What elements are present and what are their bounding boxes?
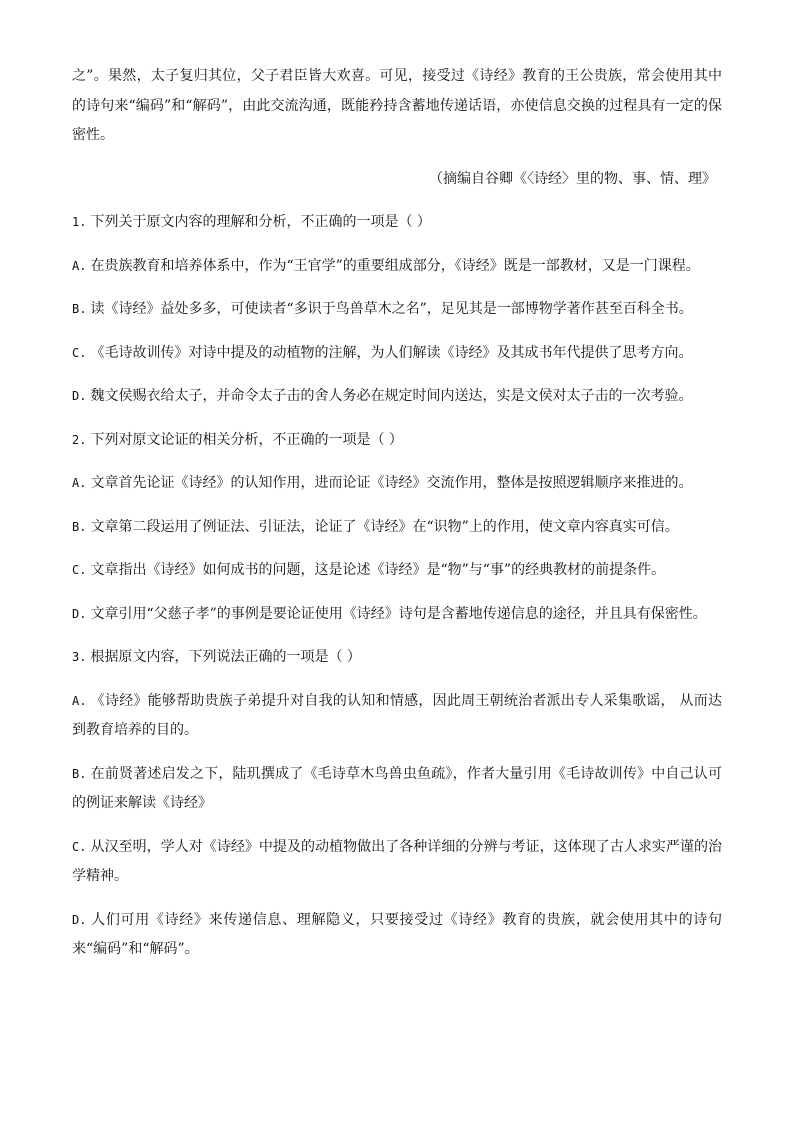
question-3-text: 根据原文内容，下列说法正确的一项是（ ） [90, 649, 361, 665]
source-citation: （摘编自谷卿《〈诗经〉里的物、事、情、理》 [429, 170, 716, 187]
option-text: 人们可用《诗经》来传递信息、理解隐义，只要接受过《诗经》教育的贵族，就会使用其中的诗句来“编码”和“解码”。 [72, 911, 722, 957]
document-page [72, 62, 722, 979]
option-text: 魏文侯赐衣给太子，并命令太子击的舍人务必在规定时间内送达，实是文侯对太子击的一次考验。 [90, 388, 693, 404]
option-text: 文章第二段运用了例证法、引证法，论证了《诗经》在“识物”上的作用，使文章内容真实可信。 [90, 518, 679, 535]
option-text: 《诗经》能够帮助贵族子弟提升对自我的认知和情感，因此周王朝统治者派出专人采集歌谣， 从而达到教育培养的目的。 [72, 692, 722, 738]
question-1-option-d [72, 382, 722, 412]
question-2-option-a [72, 469, 722, 499]
question-3-option-a [72, 687, 722, 746]
question-2-option-b [72, 513, 722, 543]
question-1-option-b [72, 295, 722, 325]
question-2-option-c [72, 556, 722, 586]
option-label: B. [72, 766, 87, 781]
question-2-number: 2. [72, 432, 87, 447]
option-text: 文章首先论证《诗经》的认知作用，进而论证《诗经》交流作用，整体是按照逻辑顺序来推进的。 [90, 475, 693, 491]
option-label: C. [72, 563, 87, 577]
question-3-option-b [72, 760, 722, 819]
option-label: A. [72, 476, 87, 490]
option-label: D. [72, 389, 87, 403]
option-text: 在前贤著述启发之下，陆玑撰成了《毛诗草木鸟兽虫鱼疏》，作者大量引用《毛诗故训传》中自己认可的例证来解读《诗经》 [72, 765, 722, 811]
option-label: C. [72, 345, 87, 360]
question-3-stem [72, 643, 722, 673]
option-label: C. [72, 839, 87, 854]
question-2-stem [72, 426, 722, 456]
option-label: A. [72, 258, 87, 273]
question-3-option-c [72, 833, 722, 892]
question-1-number: 1. [72, 215, 87, 229]
option-text: 从汉至明，学人对《诗经》中提及的动植物做出了各种详细的分辨与考证，这体现了古人求实严谨的治学精神。 [72, 838, 722, 884]
option-label: D. [72, 606, 87, 621]
option-label: D. [72, 912, 87, 927]
question-2-option-d [72, 600, 722, 630]
question-1-option-a [72, 252, 722, 282]
option-label: B. [72, 519, 87, 534]
option-text: 读《诗经》益处多多，可使读者“多识于鸟兽草木之名”，足见其是一部博物学著作甚至百科全书。 [90, 301, 693, 317]
question-1-option-c [72, 339, 722, 369]
option-label: A. [72, 693, 87, 708]
question-1-stem [72, 208, 722, 238]
option-text: 《毛诗故训传》对诗中提及的动植物的注解，为人们解读《诗经》及其成书年代提供了思考方向。 [90, 344, 693, 361]
option-text: 文章引用“父慈子孝”的事例是要论证使用《诗经》诗句是含蓄地传递信息的途径，并且具有保密性。 [90, 605, 707, 622]
option-label: B. [72, 302, 87, 316]
question-1-text: 下列关于原文内容的理解和分析，不正确的一项是（ ） [90, 214, 431, 230]
question-3-number: 3. [72, 650, 87, 664]
option-text: 在贵族教育和培养体系中，作为“王官学”的重要组成部分，《诗经》既是一部教材，又是一门课程。 [90, 257, 700, 274]
passage-ending-paragraph: 之”。果然，太子复归其位，父子君臣皆大欢喜。可见，接受过《诗经》教育的王公贵族，常会使用其中的诗句来“编码”和“解码”，由此交流沟通，既能矜持含蓄地传递话语，亦使信息交换的过程具有一定的保密性。 [72, 68, 722, 143]
question-3-option-d [72, 906, 722, 965]
question-2-text: 下列对原文论证的相关分析，不正确的一项是（ ） [90, 431, 403, 448]
option-text: 文章指出《诗经》如何成书的问题，这是论述《诗经》是“物”与“事”的经典教材的前提条件。 [90, 562, 666, 578]
